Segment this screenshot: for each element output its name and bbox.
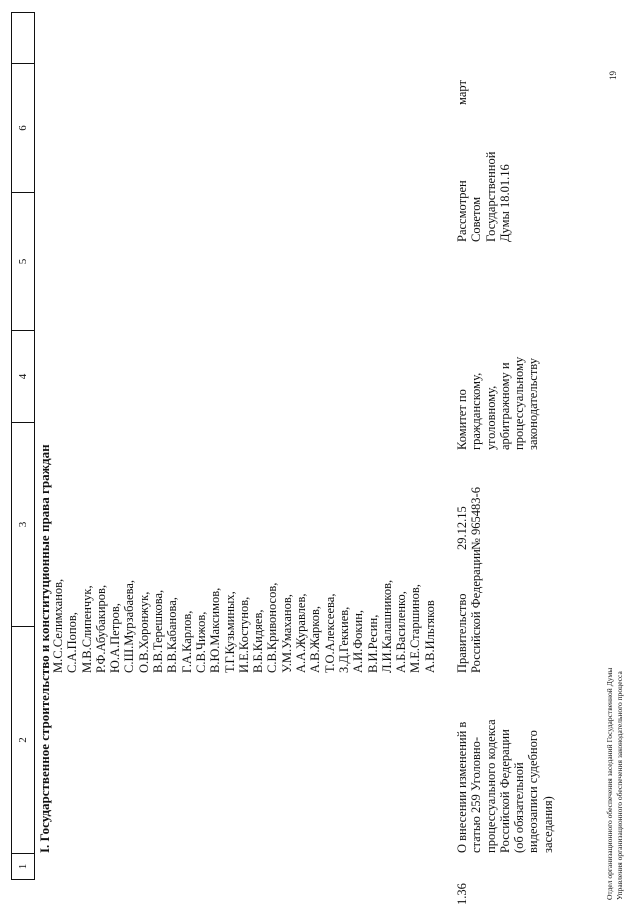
- footer-line-1: Отдел организационного обеспечения заседаний Государственной Думы: [605, 667, 614, 900]
- footer-line-2: Управления организационного обеспечения законодательного процесса: [615, 671, 624, 900]
- column-header-1: 1: [12, 853, 34, 879]
- column-header-2: 2: [12, 626, 34, 853]
- responsible-committee: Комитет по гражданскому, уголовному, арбитражному и процессуальному законодательству: [455, 356, 541, 450]
- bill-title: О внесении изменений в статью 259 Уголовно- процессуального кодекса Российской Федерации (об обязательной видеозаписи судебного заседания): [455, 719, 555, 853]
- row-number: 1.36: [455, 883, 469, 905]
- column-header-row: [11, 12, 35, 880]
- authors-list: М.С.Селимханов, С.А.Попов, М.В.Слипенчук, Р.Ф.Абубакиров, Ю.А.Петров, С.Ш.Мурзабаева, О.В.Хоронжук, В.В.Терешкова, В.В.Кабанова, Г.А.Карлов, С.В.Чижов, В.Ю.Максимов, Т.Г.Кузьминых, И.Е.Костунов, В.Б.Кидяев, С.В.Кривоносов, У.М.Умаханов, А.А.Журавлев, А.В.Жарков, Т.О.Алексеева, З.Д.Геккиев, А.И.Фокин, В.И.Ресин, Л.И.Калашников, А.Б.Василенко, М.Е.Старшинов, А.В.Ильтяков: [51, 578, 437, 673]
- section-title: I. Государственное строительство и конституционные права граждан: [37, 444, 52, 853]
- review-status: Рассмотрен Советом Государственной Думы 18.01.16: [455, 151, 512, 242]
- column-header-7: [12, 0, 34, 63]
- column-header-5: 5: [12, 192, 34, 330]
- column-header-6: 6: [12, 63, 34, 192]
- column-header-3: 3: [12, 422, 34, 626]
- planned-term: март: [455, 80, 469, 105]
- initiator: Правительство Российской Федерации: [455, 549, 484, 673]
- page-number: 19: [608, 71, 618, 80]
- column-header-4: 4: [12, 330, 34, 422]
- registration-date: 29.12.15 № 965483-6: [455, 487, 484, 550]
